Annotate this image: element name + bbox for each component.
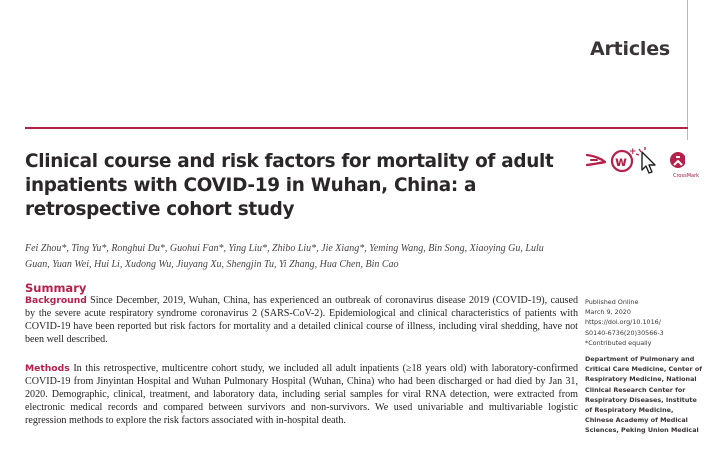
affiliation: Department of Pulmonary and Critical Care Medicine, Center of Respiratory Medicine, National Clinical Research Center for Respiratory Diseases, Institute of Respiratory Medicine, Chinese Academy of Medical Sciences, Peking Union Medical <box>585 355 702 435</box>
methods-paragraph <box>25 362 578 427</box>
header-rule <box>25 127 688 129</box>
crossmark-label: CrossMark <box>673 173 700 179</box>
arrow-icon[interactable] <box>587 155 605 165</box>
methods-text: In this retrospective, multicentre cohort study, we included all adult inpatients (≥18 years old) with laboratory-confirmed COVID-19 from Jinyintan Hospital and Wuhan Pulmonary Hospital (Wuhan, China) who had been discharged or had died by Jan 31, 2020. Demographic, clinical, treatment, and laboratory data, including serial samples for viral RNA detection, were extracted from electronic medical records and compared between survivors and non-survivors. We used univariable and multivariable logistic regression methods to explore the risk factors associated with in-hospital death. <box>25 363 578 426</box>
contributed-note: *Contributed equally <box>585 338 652 347</box>
published-label: Published Online <box>585 298 639 306</box>
article-title: Clinical course and risk factors for mortality of adult inpatients with COVID-19 in Wuhan, China: a retrospective cohort study <box>25 151 554 220</box>
background-paragraph <box>25 294 578 346</box>
svg-text:w: w <box>615 155 628 170</box>
doi-line-1[interactable]: https://doi.org/10.1016/ <box>585 318 661 327</box>
article-icons <box>585 146 700 182</box>
background-text: Since December, 2019, Wuhan, China, has experienced an outbreak of coronavirus disease 2019 (COVID-19), caused by the severe acute respiratory syndrome coronavirus 2 (SARS-CoV-2). Epidemiological and clinical characteristics of patients with COVID-19 have been reported but risk factors for mortality and a detailed clinical course of illness, including viral shedding, have not been well described. <box>25 295 578 345</box>
crossmark-icon[interactable] <box>670 152 685 168</box>
doi-line-2[interactable]: S0140-6736(20)30566-3 <box>585 328 664 337</box>
header-vertical-rule <box>687 0 688 140</box>
web-extra-icon[interactable] <box>612 147 637 171</box>
svg-text:+: + <box>629 147 637 157</box>
summary-heading: Summary <box>25 281 87 295</box>
author-list: Fei Zhou*, Ting Yu*, Ronghui Du*, Guohui Fan*, Ying Liu*, Zhibo Liu*, Jie Xiang*, Yeming Wang, Bin Song, Xiaoying Gu, Lulu Guan, Yuan Wei, Hui Li, Xudong Wu, Jiuyang Xu, Shengjin Tu, Yi Zhang, Hua Chen, Bin Cao <box>25 243 544 270</box>
methods-label: Methods <box>25 363 70 374</box>
publish-date: March 9, 2020 <box>585 308 631 317</box>
cursor-icon[interactable] <box>636 147 655 173</box>
background-label: Background <box>25 295 87 306</box>
section-label: Articles <box>590 38 671 60</box>
sidebar <box>585 297 703 436</box>
